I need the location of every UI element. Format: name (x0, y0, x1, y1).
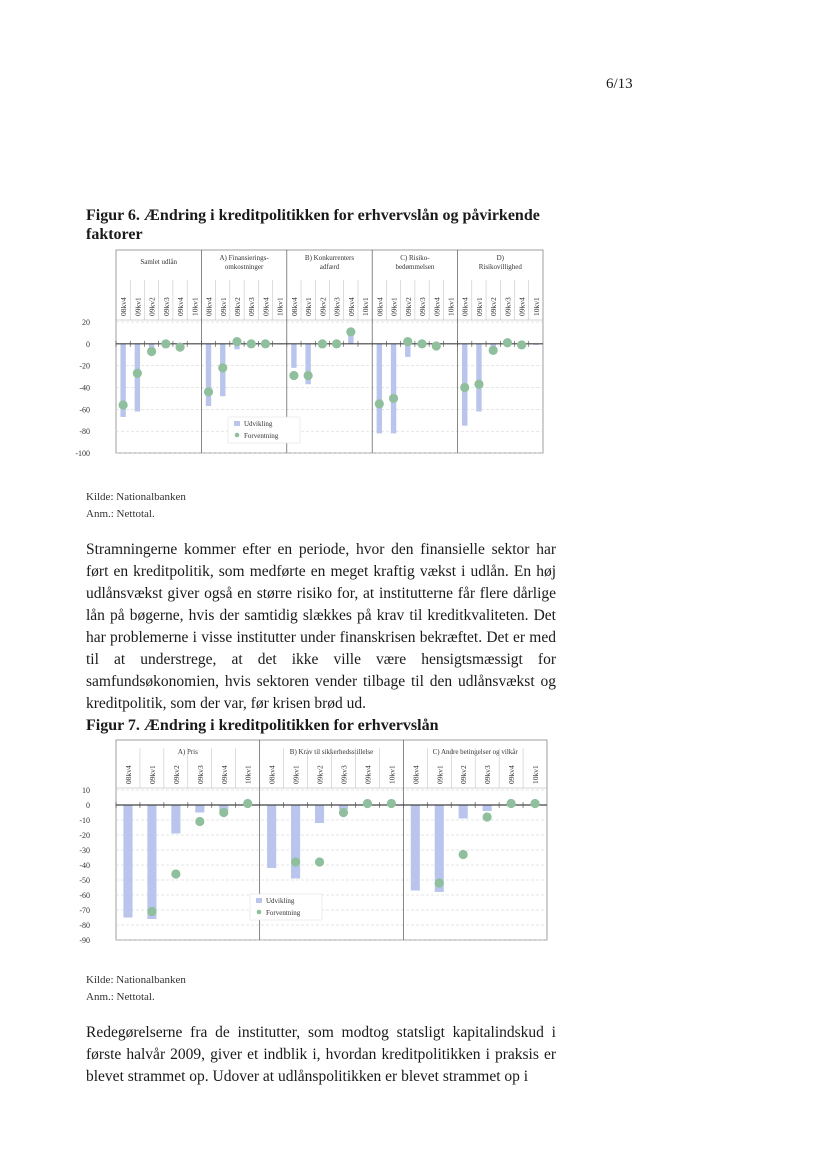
bar-udvikling (267, 805, 276, 868)
dot-forventning (459, 850, 468, 859)
dot-forventning (474, 380, 483, 389)
group-label: omkostninger (224, 263, 264, 271)
y-tick-label: -60 (79, 405, 90, 415)
dot-forventning (339, 808, 348, 817)
y-tick-label: -60 (79, 891, 90, 900)
category-label: 09kv4 (363, 765, 373, 784)
category-label: 08kv4 (267, 765, 277, 784)
category-label: 10kv1 (275, 297, 285, 316)
category-label: 10kv1 (243, 765, 253, 784)
dot-forventning (375, 399, 384, 408)
group-label: Samlet udlån (140, 258, 178, 266)
dot-forventning (133, 369, 142, 378)
legend-swatch-forventning (235, 433, 240, 438)
dot-forventning (530, 799, 539, 808)
y-tick-label: -70 (79, 906, 90, 915)
bar-udvikling (195, 805, 204, 813)
group-label: C) Risiko- (400, 254, 430, 262)
figure-7-title: Figur 7. Ændring i kreditpolitikken for erhvervslån (86, 717, 439, 734)
bar-udvikling (411, 805, 420, 891)
y-tick-label: 10 (82, 786, 90, 795)
category-label: 08kv4 (289, 297, 299, 316)
category-label: 09kv1 (147, 765, 157, 784)
category-label: 09kv2 (489, 297, 499, 316)
group-label: C) Andre betingelser og vilkår (432, 748, 518, 756)
body-paragraph-2: Redegørelserne fra de institutter, som modtog statsligt kapitalindskud i første halvår 2009, giver et indblik i, hvordan kreditpolitikken i praksis er blevet strammet op. Udover at udlånspolitikken er blevet strammet op i (86, 1024, 556, 1085)
category-label: 09kv1 (218, 297, 228, 316)
category-label: 09kv2 (318, 297, 328, 316)
group-label: bedømmelsen (395, 263, 435, 271)
category-label: 09kv4 (261, 297, 271, 316)
dot-forventning (435, 878, 444, 887)
dot-forventning (503, 338, 512, 347)
category-label: 09kv3 (247, 297, 257, 316)
bar-udvikling (171, 805, 180, 834)
bar-udvikling (315, 805, 324, 823)
bar-udvikling (206, 344, 211, 406)
category-label: 09kv3 (332, 297, 342, 316)
dot-forventning (387, 799, 396, 808)
dot-forventning (517, 340, 526, 349)
category-label: 09kv3 (503, 297, 513, 316)
category-label: 09kv2 (315, 765, 325, 784)
dot-forventning (147, 347, 156, 356)
category-label: 09kv2 (147, 297, 157, 316)
category-label: 09kv3 (483, 765, 493, 784)
dot-forventning (363, 799, 372, 808)
y-tick-label: -20 (79, 831, 90, 840)
y-tick-label: -50 (79, 876, 90, 885)
y-tick-label: -20 (79, 361, 90, 371)
category-label: 09kv1 (474, 297, 484, 316)
bar-udvikling (291, 344, 296, 368)
y-tick-label: -100 (75, 449, 90, 458)
category-label: 10kv1 (531, 297, 541, 316)
dot-forventning (483, 812, 492, 821)
category-label: 10kv1 (387, 765, 397, 784)
y-tick-label: -40 (79, 861, 90, 870)
group-label: adfærd (319, 263, 340, 271)
category-label: 09kv2 (171, 765, 181, 784)
legend-label-forventning: Forventning (244, 432, 279, 440)
bar-udvikling (377, 344, 382, 434)
legend-label-udvikling: Udvikling (266, 897, 295, 905)
category-label: 10kv1 (531, 765, 541, 784)
category-label: 09kv1 (304, 297, 314, 316)
legend-label-udvikling: Udvikling (244, 420, 273, 428)
group-label: B) Krav til sikkerhedsstillelse (289, 748, 374, 756)
category-label: 09kv4 (507, 765, 517, 784)
dot-forventning (147, 907, 156, 916)
group-label: Risikovillighed (478, 263, 522, 271)
dot-forventning (247, 339, 256, 348)
category-label: 08kv4 (411, 765, 421, 784)
y-tick-label: -10 (79, 816, 90, 825)
dot-forventning (219, 808, 228, 817)
dot-forventning (346, 327, 355, 336)
dot-forventning (417, 339, 426, 348)
group-label: B) Konkurrenters (304, 254, 355, 262)
dot-forventning (204, 387, 213, 396)
category-label: 09kv3 (339, 765, 349, 784)
figure-7-chart (0, 736, 828, 948)
legend-label-forventning: Forventning (266, 909, 301, 917)
y-tick-label: 0 (86, 339, 90, 349)
figure-7-note: Anm.: Nettotal. (86, 991, 155, 1003)
dot-forventning (161, 339, 170, 348)
legend-swatch-forventning (257, 910, 262, 915)
dot-forventning (432, 341, 441, 350)
category-label: 09kv1 (291, 765, 301, 784)
category-label: 08kv4 (460, 297, 470, 316)
figure-6-title: Figur 6. Ændring i kreditpolitikken for erhvervslån og påvirkende faktorer (86, 207, 540, 243)
category-label: 09kv3 (161, 297, 171, 316)
dot-forventning (243, 799, 252, 808)
body-paragraph-1: Stramningerne kommer efter en periode, hvor den finansielle sektor har ført en kreditpolitik, som medførte en meget kraftig vækst i udlån. En høj udlånsvækst giver også en større risiko for, at institutterne får flere dårlige lån på bøgerne, hvis der samtidig slækkes på krav til kreditkvaliteten. Det har problemerne i visse institutter under finanskrisen bekræftet. Det er med til at understrege, at det ikke ville være hensigtsmæssigt for samfundsøkonomien, hvis sektoren vender tilbage til den udlånsvækst og kreditpolitik, som der var, før krisen brød ud. (86, 541, 556, 712)
category-label: 08kv4 (204, 297, 214, 316)
category-label: 09kv2 (459, 765, 469, 784)
figure-6-source: Kilde: Nationalbanken (86, 491, 186, 503)
dot-forventning (460, 383, 469, 392)
dot-forventning (403, 337, 412, 346)
y-tick-label: 0 (86, 801, 90, 810)
dot-forventning (332, 339, 341, 348)
group-label: A) Finansierings- (219, 254, 269, 262)
category-label: 08kv4 (375, 297, 385, 316)
dot-forventning (489, 346, 498, 355)
category-label: 10kv1 (446, 297, 456, 316)
figure-6-chart (0, 240, 828, 465)
y-tick-label: -90 (79, 936, 90, 945)
dot-forventning (175, 343, 184, 352)
y-tick-label: 20 (82, 318, 90, 327)
dot-forventning (171, 869, 180, 878)
category-label: 09kv1 (389, 297, 399, 316)
bar-udvikling (476, 344, 481, 412)
category-label: 09kv4 (517, 297, 527, 316)
bar-udvikling (483, 805, 492, 811)
category-label: 09kv1 (133, 297, 143, 316)
category-label: 09kv2 (403, 297, 413, 316)
figure-6-note: Anm.: Nettotal. (86, 508, 155, 520)
y-tick-label: -80 (79, 427, 90, 437)
y-tick-label: -30 (79, 846, 90, 855)
group-label: A) Pris (177, 748, 198, 756)
group-label: D) (496, 254, 504, 262)
bar-udvikling (391, 344, 396, 434)
bar-udvikling (123, 805, 132, 918)
legend-swatch-udvikling (234, 421, 240, 426)
dot-forventning (304, 371, 313, 380)
dot-forventning (261, 339, 270, 348)
category-label: 08kv4 (119, 297, 129, 316)
category-label: 09kv4 (346, 297, 356, 316)
category-label: 09kv4 (219, 765, 229, 784)
category-label: 09kv4 (176, 297, 186, 316)
category-label: 09kv2 (232, 297, 242, 316)
figure-7-source: Kilde: Nationalbanken (86, 974, 186, 986)
category-label: 09kv3 (418, 297, 428, 316)
dot-forventning (506, 799, 515, 808)
category-label: 10kv1 (190, 297, 200, 316)
dot-forventning (119, 400, 128, 409)
dot-forventning (195, 817, 204, 826)
bar-udvikling (459, 805, 468, 819)
y-tick-label: -40 (79, 383, 90, 393)
category-label: 09kv3 (195, 765, 205, 784)
dot-forventning (315, 857, 324, 866)
dot-forventning (218, 363, 227, 372)
dot-forventning (389, 394, 398, 403)
dot-forventning (289, 371, 298, 380)
category-label: 09kv1 (435, 765, 445, 784)
category-label: 10kv1 (361, 297, 371, 316)
dot-forventning (318, 339, 327, 348)
bar-udvikling (147, 805, 156, 919)
category-label: 08kv4 (123, 765, 133, 784)
dot-forventning (232, 337, 241, 346)
bar-udvikling (291, 805, 300, 879)
dot-forventning (291, 857, 300, 866)
page-number: 6/13 (606, 76, 633, 92)
category-label: 09kv4 (432, 297, 442, 316)
y-tick-label: -80 (79, 921, 90, 930)
legend-swatch-udvikling (256, 898, 262, 903)
